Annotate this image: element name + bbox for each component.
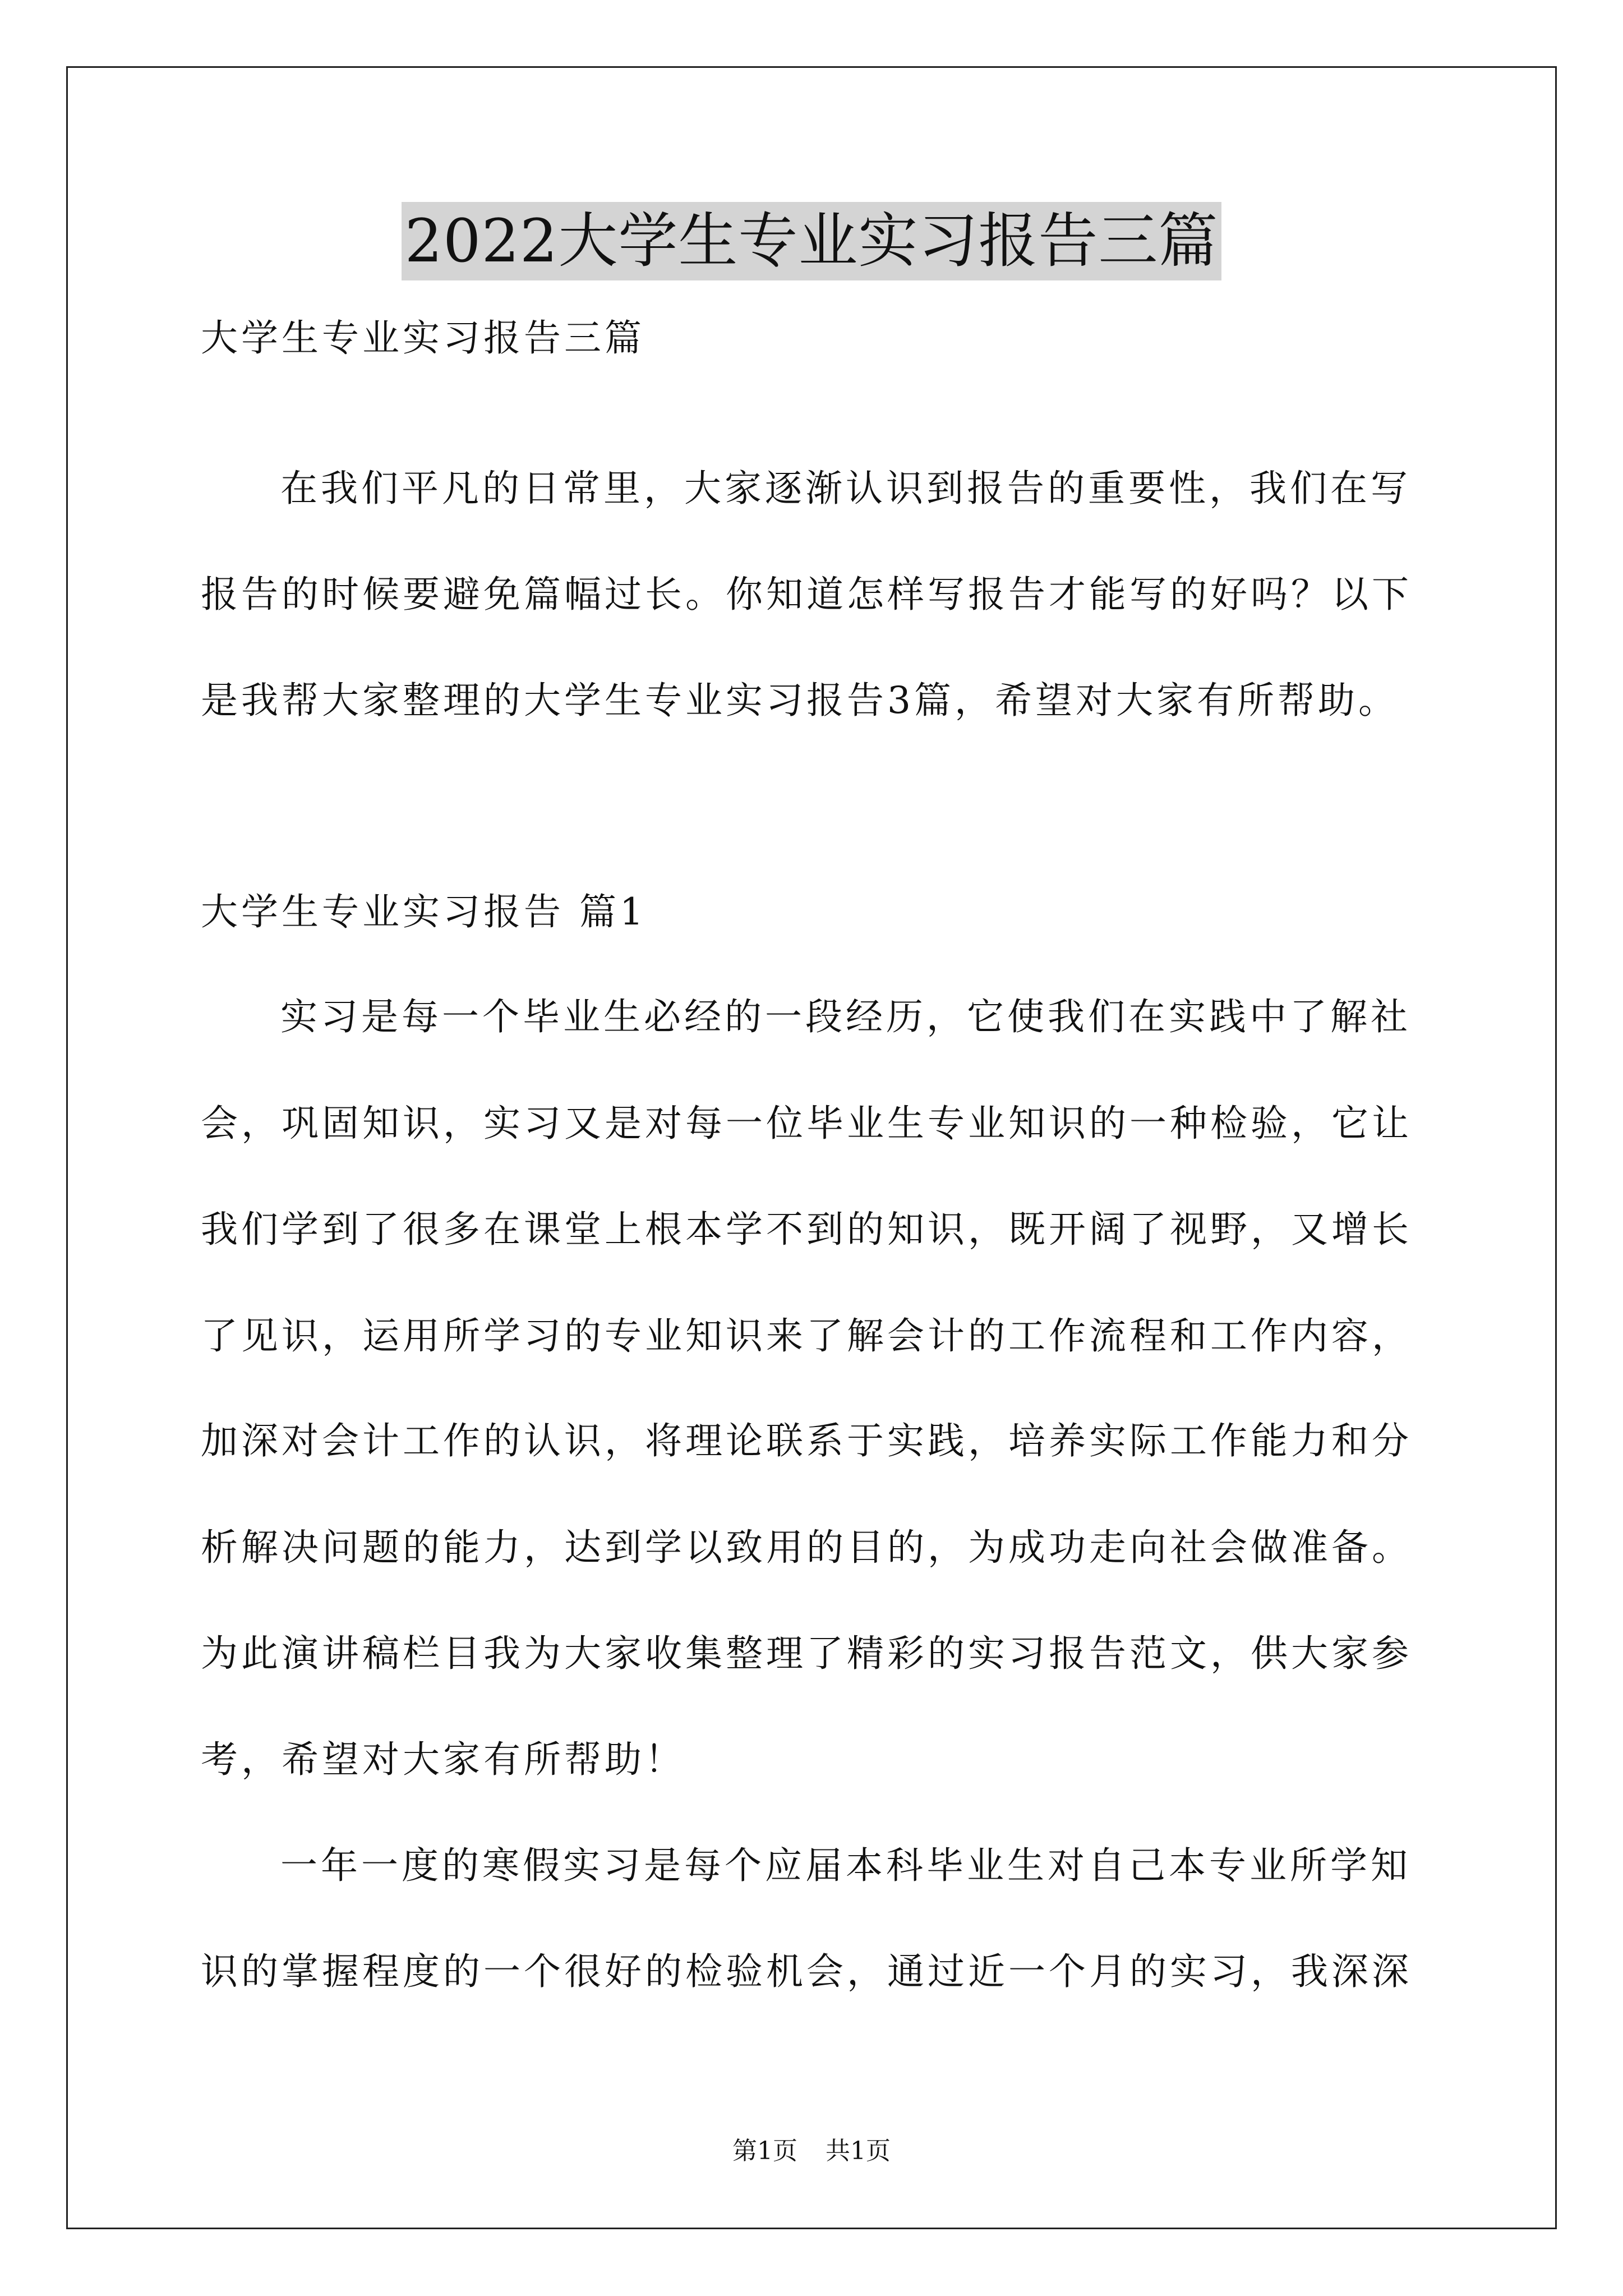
section1-para1-line-8: 考，希望对大家有所帮助！ <box>201 1738 685 1781</box>
section1-para1-line-1: 实习是每一个毕业生必经的一段经历，它使我们在实践中了解社 <box>280 995 1411 1038</box>
intro-line-1: 在我们平凡的日常里，大家逐渐认识到报告的重要性，我们在写 <box>280 467 1411 510</box>
document-subtitle: 大学生专业实习报告三篇 <box>201 316 645 360</box>
document-title-text: 2022大学生专业实习报告三篇 <box>402 202 1222 280</box>
section1-para1-line-6: 析解决问题的能力，达到学以致用的目的，为成功走向社会做准备。 <box>201 1526 1412 1569</box>
section1-para1-line-5: 加深对会计工作的认识，将理论联系于实践，培养实际工作能力和分 <box>201 1419 1412 1462</box>
intro-line-2: 报告的时候要避免篇幅过长。你知道怎样写报告才能写的好吗？以下 <box>201 573 1412 616</box>
section1-para1-line-2: 会，巩固知识，实习又是对每一位毕业生专业知识的一种检验，它让 <box>201 1102 1412 1145</box>
page-number-total: 共1页 <box>826 2137 891 2165</box>
section1-heading: 大学生专业实习报告 篇1 <box>201 890 647 933</box>
section1-para1-line-7: 为此演讲稿栏目我为大家收集整理了精彩的实习报告范文，供大家参 <box>201 1632 1412 1675</box>
section1-para1-line-4: 了见识，运用所学习的专业知识来了解会计的工作流程和工作内容， <box>201 1314 1412 1358</box>
intro-line-3: 是我帮大家整理的大学生专业实习报告3篇，希望对大家有所帮助。 <box>201 679 1399 722</box>
document-title <box>0 202 1623 280</box>
section1-para2-line-1: 一年一度的寒假实习是每个应届本科毕业生对自己本专业所学知 <box>280 1844 1411 1887</box>
page-footer <box>0 2134 1623 2168</box>
page-number-current: 第1页 <box>732 2137 797 2165</box>
section1-para2-line-2: 识的掌握程度的一个很好的检验机会，通过近一个月的实习，我深深 <box>201 1950 1412 1993</box>
section1-para1-line-3: 我们学到了很多在课堂上根本学不到的知识，既开阔了视野，又增长 <box>201 1208 1412 1251</box>
